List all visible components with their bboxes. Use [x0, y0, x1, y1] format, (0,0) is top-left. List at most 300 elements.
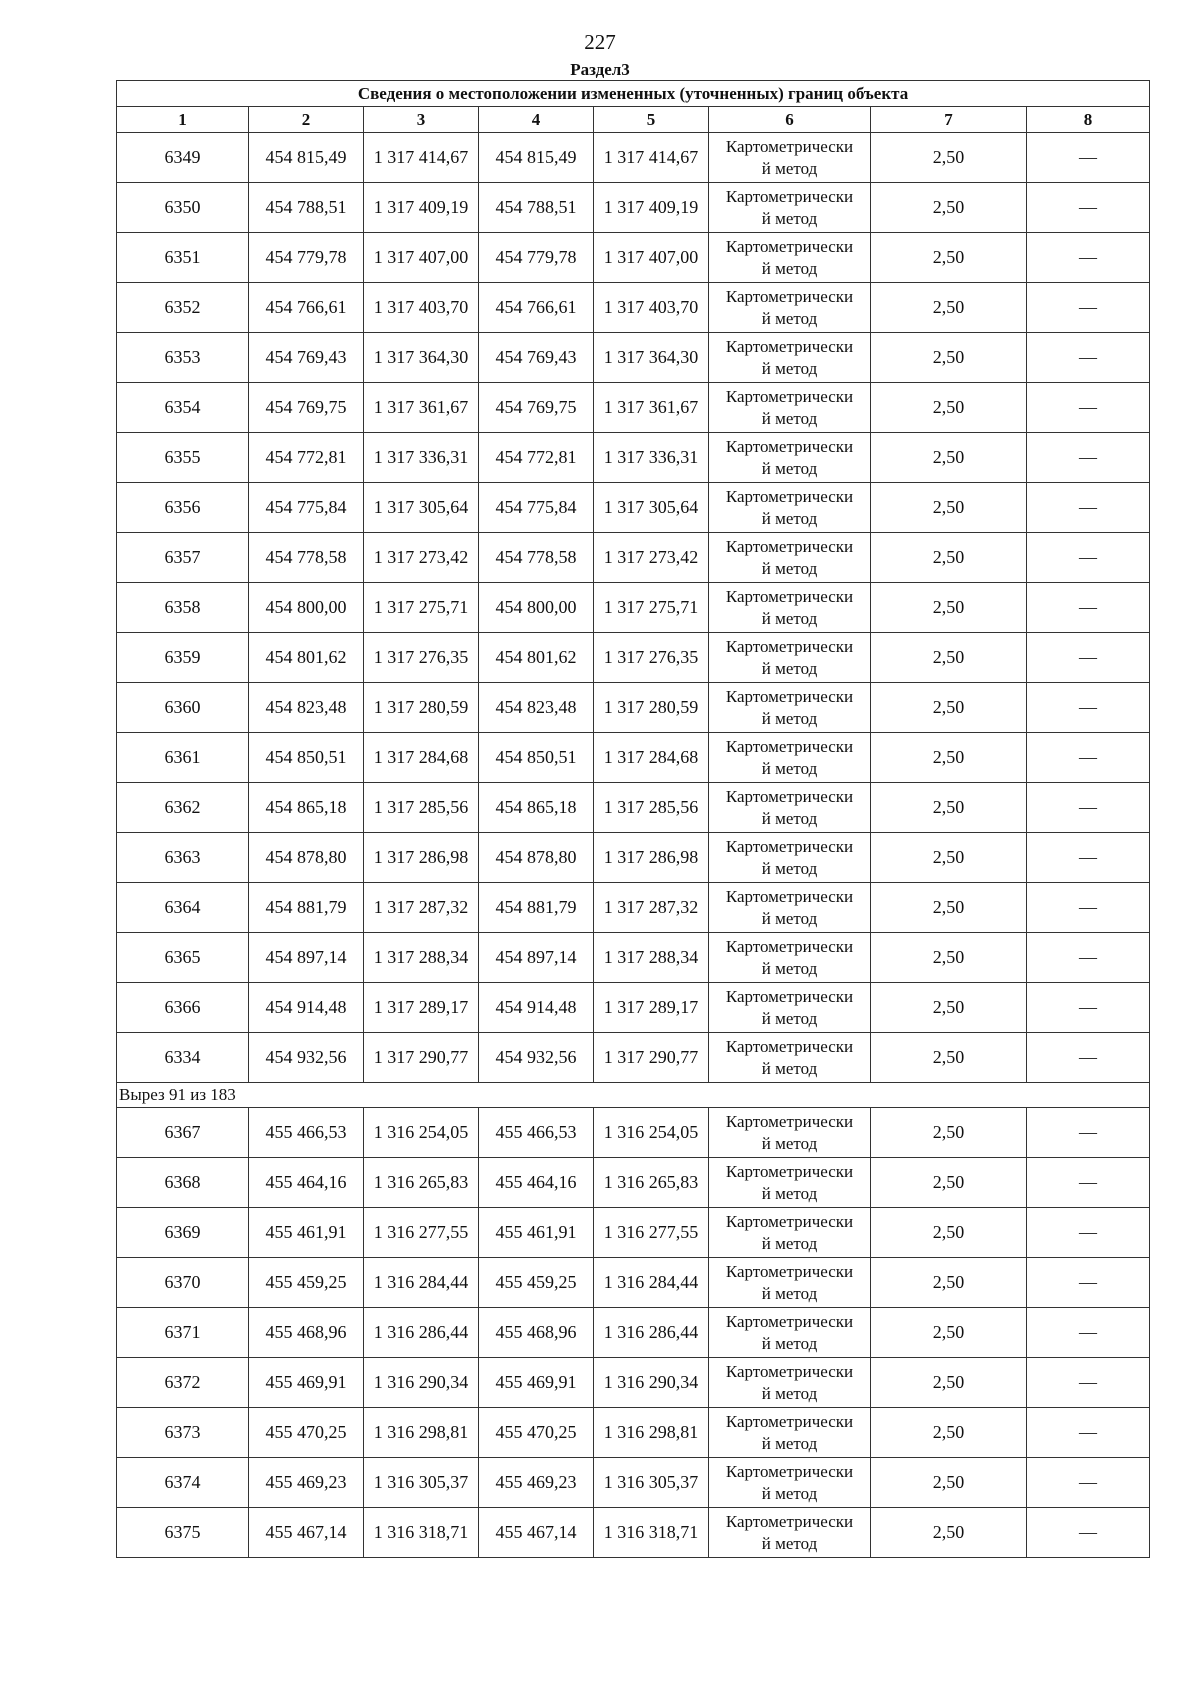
point-number-cell: 6372 [117, 1358, 249, 1408]
method-cell [709, 983, 871, 1033]
y-coordinate-cell: 1 316 284,44 [594, 1258, 709, 1308]
y-coordinate-cell: 1 317 287,32 [364, 883, 479, 933]
cutout-label: Вырез 91 из 183 [117, 1083, 1150, 1108]
method-text-line: й метод [761, 708, 818, 728]
accuracy-cell: 2,50 [871, 1208, 1027, 1258]
accuracy-cell: 2,50 [871, 933, 1027, 983]
method-text-line: й метод [761, 258, 818, 278]
x-coordinate-cell: 455 466,53 [479, 1108, 594, 1158]
table-row [117, 1508, 1150, 1558]
method-cell [709, 583, 871, 633]
point-number-cell: 6371 [117, 1308, 249, 1358]
x-coordinate-cell: 454 775,84 [479, 483, 594, 533]
method-text-line: й метод [761, 1058, 818, 1078]
column-8-cell: — [1027, 1458, 1150, 1508]
y-coordinate-cell: 1 316 305,37 [364, 1458, 479, 1508]
method-text-line: Картометрически [725, 436, 854, 456]
point-number-cell: 6369 [117, 1208, 249, 1258]
x-coordinate-cell: 454 788,51 [249, 183, 364, 233]
method-text-line: й метод [761, 1233, 818, 1253]
method-cell [709, 1158, 871, 1208]
method-text-line: й метод [761, 558, 818, 578]
method-text-line: й метод [761, 408, 818, 428]
point-number-cell: 6353 [117, 333, 249, 383]
column-8-cell: — [1027, 1258, 1150, 1308]
table-row [117, 583, 1150, 633]
accuracy-cell: 2,50 [871, 1108, 1027, 1158]
x-coordinate-cell: 454 800,00 [479, 583, 594, 633]
y-coordinate-cell: 1 316 277,55 [594, 1208, 709, 1258]
column-8-cell: — [1027, 583, 1150, 633]
column-number-header: 5 [594, 107, 709, 133]
method-text-line: Картометрически [725, 936, 854, 956]
y-coordinate-cell: 1 317 305,64 [364, 483, 479, 533]
method-text-line: й метод [761, 358, 818, 378]
point-number-cell: 6361 [117, 733, 249, 783]
method-text-line: й метод [761, 1133, 818, 1153]
x-coordinate-cell: 454 769,43 [249, 333, 364, 383]
point-number-cell: 6366 [117, 983, 249, 1033]
method-text-line: й метод [761, 458, 818, 478]
column-8-cell: — [1027, 533, 1150, 583]
method-text-line: Картометрически [725, 1411, 854, 1431]
method-text-line: Картометрически [725, 586, 854, 606]
x-coordinate-cell: 454 932,56 [479, 1033, 594, 1083]
table-row [117, 1358, 1150, 1408]
column-8-cell: — [1027, 433, 1150, 483]
method-text-line: й метод [761, 158, 818, 178]
x-coordinate-cell: 454 881,79 [249, 883, 364, 933]
column-8-cell: — [1027, 1158, 1150, 1208]
method-cell [709, 1033, 871, 1083]
y-coordinate-cell: 1 317 286,98 [364, 833, 479, 883]
x-coordinate-cell: 454 815,49 [249, 133, 364, 183]
point-number-cell: 6351 [117, 233, 249, 283]
method-cell [709, 1408, 871, 1458]
accuracy-cell: 2,50 [871, 683, 1027, 733]
column-8-cell: — [1027, 733, 1150, 783]
column-number-header: 1 [117, 107, 249, 133]
x-coordinate-cell: 454 878,80 [479, 833, 594, 883]
table-row [117, 383, 1150, 433]
x-coordinate-cell: 454 815,49 [479, 133, 594, 183]
x-coordinate-cell: 454 775,84 [249, 483, 364, 533]
accuracy-cell: 2,50 [871, 1408, 1027, 1458]
x-coordinate-cell: 455 469,91 [479, 1358, 594, 1408]
point-number-cell: 6365 [117, 933, 249, 983]
method-cell [709, 183, 871, 233]
table-row [117, 833, 1150, 883]
x-coordinate-cell: 454 766,61 [249, 283, 364, 333]
y-coordinate-cell: 1 317 273,42 [594, 533, 709, 583]
point-number-cell: 6368 [117, 1158, 249, 1208]
table-row [117, 533, 1150, 583]
point-number-cell: 6359 [117, 633, 249, 683]
accuracy-cell: 2,50 [871, 1358, 1027, 1408]
x-coordinate-cell: 455 466,53 [249, 1108, 364, 1158]
x-coordinate-cell: 454 778,58 [249, 533, 364, 583]
y-coordinate-cell: 1 316 265,83 [364, 1158, 479, 1208]
y-coordinate-cell: 1 317 287,32 [594, 883, 709, 933]
point-number-cell: 6375 [117, 1508, 249, 1558]
method-text-line: Картометрически [725, 1261, 854, 1281]
page-number: 227 [584, 30, 616, 54]
table-row [117, 233, 1150, 283]
x-coordinate-cell: 455 470,25 [479, 1408, 594, 1458]
method-text-line: й метод [761, 1433, 818, 1453]
point-number-cell: 6334 [117, 1033, 249, 1083]
x-coordinate-cell: 455 468,96 [479, 1308, 594, 1358]
column-8-cell: — [1027, 783, 1150, 833]
y-coordinate-cell: 1 317 290,77 [594, 1033, 709, 1083]
x-coordinate-cell: 454 932,56 [249, 1033, 364, 1083]
table-row [117, 1158, 1150, 1208]
column-number-header: 4 [479, 107, 594, 133]
x-coordinate-cell: 455 464,16 [249, 1158, 364, 1208]
accuracy-cell: 2,50 [871, 583, 1027, 633]
x-coordinate-cell: 454 778,58 [479, 533, 594, 583]
x-coordinate-cell: 455 461,91 [479, 1208, 594, 1258]
x-coordinate-cell: 455 467,14 [479, 1508, 594, 1558]
boundary-coordinates-table [116, 80, 1150, 1558]
column-8-cell: — [1027, 683, 1150, 733]
x-coordinate-cell: 454 769,75 [249, 383, 364, 433]
method-text-line: Картометрически [725, 836, 854, 856]
method-cell [709, 933, 871, 983]
x-coordinate-cell: 455 467,14 [249, 1508, 364, 1558]
method-text-line: Картометрически [725, 786, 854, 806]
method-text-line: Картометрически [725, 1461, 854, 1481]
table-row [117, 1408, 1150, 1458]
accuracy-cell: 2,50 [871, 333, 1027, 383]
x-coordinate-cell: 455 469,23 [249, 1458, 364, 1508]
point-number-cell: 6355 [117, 433, 249, 483]
accuracy-cell: 2,50 [871, 733, 1027, 783]
y-coordinate-cell: 1 317 361,67 [364, 383, 479, 433]
point-number-cell: 6362 [117, 783, 249, 833]
x-coordinate-cell: 454 914,48 [479, 983, 594, 1033]
table-row [117, 433, 1150, 483]
table-row [117, 283, 1150, 333]
y-coordinate-cell: 1 317 280,59 [594, 683, 709, 733]
accuracy-cell: 2,50 [871, 833, 1027, 883]
method-cell [709, 333, 871, 383]
point-number-cell: 6350 [117, 183, 249, 233]
method-text-line: Картометрически [725, 236, 854, 256]
point-number-cell: 6357 [117, 533, 249, 583]
accuracy-cell: 2,50 [871, 633, 1027, 683]
table-row [117, 1208, 1150, 1258]
method-cell [709, 1308, 871, 1358]
method-text-line: й метод [761, 608, 818, 628]
table-row [117, 1258, 1150, 1308]
column-number-header: 2 [249, 107, 364, 133]
column-8-cell: — [1027, 983, 1150, 1033]
point-number-cell: 6352 [117, 283, 249, 333]
method-text-line: Картометрически [725, 136, 854, 156]
y-coordinate-cell: 1 317 289,17 [364, 983, 479, 1033]
y-coordinate-cell: 1 316 265,83 [594, 1158, 709, 1208]
y-coordinate-cell: 1 317 288,34 [594, 933, 709, 983]
accuracy-cell: 2,50 [871, 983, 1027, 1033]
method-text-line: Картометрически [725, 1511, 854, 1531]
x-coordinate-cell: 455 459,25 [249, 1258, 364, 1308]
y-coordinate-cell: 1 316 290,34 [594, 1358, 709, 1408]
method-cell [709, 433, 871, 483]
method-text-line: Картометрически [725, 686, 854, 706]
x-coordinate-cell: 454 850,51 [249, 733, 364, 783]
method-text-line: й метод [761, 1533, 818, 1553]
point-number-cell: 6363 [117, 833, 249, 883]
method-cell [709, 283, 871, 333]
table-row [117, 633, 1150, 683]
method-cell [709, 1258, 871, 1308]
method-text-line: й метод [761, 758, 818, 778]
x-coordinate-cell: 455 468,96 [249, 1308, 364, 1358]
accuracy-cell: 2,50 [871, 433, 1027, 483]
x-coordinate-cell: 454 865,18 [249, 783, 364, 833]
point-number-cell: 6360 [117, 683, 249, 733]
method-text-line: й метод [761, 908, 818, 928]
x-coordinate-cell: 454 800,00 [249, 583, 364, 633]
y-coordinate-cell: 1 316 298,81 [364, 1408, 479, 1458]
x-coordinate-cell: 454 772,81 [479, 433, 594, 483]
point-number-cell: 6373 [117, 1408, 249, 1458]
y-coordinate-cell: 1 316 286,44 [594, 1308, 709, 1358]
accuracy-cell: 2,50 [871, 533, 1027, 583]
table-row [117, 683, 1150, 733]
y-coordinate-cell: 1 316 290,34 [364, 1358, 479, 1408]
point-number-cell: 6358 [117, 583, 249, 633]
table-row [117, 1308, 1150, 1358]
y-coordinate-cell: 1 317 280,59 [364, 683, 479, 733]
accuracy-cell: 2,50 [871, 783, 1027, 833]
column-number-header: 6 [709, 107, 871, 133]
method-cell [709, 233, 871, 283]
method-text-line: Картометрически [725, 186, 854, 206]
x-coordinate-cell: 455 469,91 [249, 1358, 364, 1408]
method-text-line: Картометрически [725, 1211, 854, 1231]
method-text-line: Картометрически [725, 386, 854, 406]
accuracy-cell: 2,50 [871, 1258, 1027, 1308]
accuracy-cell: 2,50 [871, 383, 1027, 433]
y-coordinate-cell: 1 317 290,77 [364, 1033, 479, 1083]
accuracy-cell: 2,50 [871, 283, 1027, 333]
method-text-line: Картометрически [725, 886, 854, 906]
column-number-header: 8 [1027, 107, 1150, 133]
method-text-line: й метод [761, 1183, 818, 1203]
y-coordinate-cell: 1 316 254,05 [364, 1108, 479, 1158]
y-coordinate-cell: 1 317 289,17 [594, 983, 709, 1033]
y-coordinate-cell: 1 316 284,44 [364, 1258, 479, 1308]
method-cell [709, 783, 871, 833]
y-coordinate-cell: 1 317 403,70 [594, 283, 709, 333]
table-block-2 [117, 1108, 1150, 1558]
method-text-line: Картометрически [725, 486, 854, 506]
point-number-cell: 6367 [117, 1108, 249, 1158]
x-coordinate-cell: 454 769,75 [479, 383, 594, 433]
method-text-line: й метод [761, 1283, 818, 1303]
method-cell [709, 1458, 871, 1508]
table-row [117, 733, 1150, 783]
table-row [117, 183, 1150, 233]
table-row [117, 783, 1150, 833]
column-8-cell: — [1027, 1358, 1150, 1408]
point-number-cell: 6349 [117, 133, 249, 183]
x-coordinate-cell: 455 470,25 [249, 1408, 364, 1458]
y-coordinate-cell: 1 317 285,56 [594, 783, 709, 833]
x-coordinate-cell: 454 850,51 [479, 733, 594, 783]
x-coordinate-cell: 454 779,78 [479, 233, 594, 283]
y-coordinate-cell: 1 316 318,71 [364, 1508, 479, 1558]
column-8-cell: — [1027, 633, 1150, 683]
column-number-header: 7 [871, 107, 1027, 133]
section-title: Раздел3 [570, 60, 630, 79]
x-coordinate-cell: 454 766,61 [479, 283, 594, 333]
method-cell [709, 1108, 871, 1158]
y-coordinate-cell: 1 317 336,31 [594, 433, 709, 483]
column-8-cell: — [1027, 1508, 1150, 1558]
method-text-line: Картометрически [725, 1111, 854, 1131]
x-coordinate-cell: 454 865,18 [479, 783, 594, 833]
method-cell [709, 733, 871, 783]
table-block-1 [117, 133, 1150, 1083]
accuracy-cell: 2,50 [871, 233, 1027, 283]
accuracy-cell: 2,50 [871, 183, 1027, 233]
y-coordinate-cell: 1 317 414,67 [364, 133, 479, 183]
table-caption: Сведения о местоположении измененных (уточненных) границ объекта [117, 81, 1150, 107]
method-cell [709, 1208, 871, 1258]
method-text-line: Картометрически [725, 1161, 854, 1181]
method-text-line: Картометрически [725, 636, 854, 656]
accuracy-cell: 2,50 [871, 1308, 1027, 1358]
x-coordinate-cell: 455 461,91 [249, 1208, 364, 1258]
method-text-line: Картометрически [725, 986, 854, 1006]
method-text-line: й метод [761, 1483, 818, 1503]
column-8-cell: — [1027, 283, 1150, 333]
column-number-header: 3 [364, 107, 479, 133]
y-coordinate-cell: 1 316 318,71 [594, 1508, 709, 1558]
x-coordinate-cell: 454 878,80 [249, 833, 364, 883]
y-coordinate-cell: 1 317 409,19 [594, 183, 709, 233]
column-8-cell: — [1027, 183, 1150, 233]
x-coordinate-cell: 454 769,43 [479, 333, 594, 383]
method-text-line: Картометрически [725, 1361, 854, 1381]
x-coordinate-cell: 454 897,14 [479, 933, 594, 983]
method-text-line: й метод [761, 958, 818, 978]
table-row [117, 1033, 1150, 1083]
y-coordinate-cell: 1 317 275,71 [364, 583, 479, 633]
y-coordinate-cell: 1 317 403,70 [364, 283, 479, 333]
method-text-line: й метод [761, 308, 818, 328]
table-row [117, 1458, 1150, 1508]
x-coordinate-cell: 454 914,48 [249, 983, 364, 1033]
column-8-cell: — [1027, 133, 1150, 183]
method-cell [709, 133, 871, 183]
x-coordinate-cell: 455 464,16 [479, 1158, 594, 1208]
x-coordinate-cell: 454 801,62 [479, 633, 594, 683]
y-coordinate-cell: 1 317 407,00 [594, 233, 709, 283]
y-coordinate-cell: 1 316 254,05 [594, 1108, 709, 1158]
column-8-cell: — [1027, 483, 1150, 533]
accuracy-cell: 2,50 [871, 1508, 1027, 1558]
y-coordinate-cell: 1 317 407,00 [364, 233, 479, 283]
column-8-cell: — [1027, 1308, 1150, 1358]
method-text-line: Картометрически [725, 1311, 854, 1331]
accuracy-cell: 2,50 [871, 1158, 1027, 1208]
y-coordinate-cell: 1 317 275,71 [594, 583, 709, 633]
method-text-line: й метод [761, 1008, 818, 1028]
table-row [117, 1108, 1150, 1158]
method-text-line: Картометрически [725, 536, 854, 556]
accuracy-cell: 2,50 [871, 1458, 1027, 1508]
method-cell [709, 533, 871, 583]
column-8-cell: — [1027, 1408, 1150, 1458]
table-row [117, 483, 1150, 533]
method-cell [709, 633, 871, 683]
method-text-line: й метод [761, 1383, 818, 1403]
y-coordinate-cell: 1 317 364,30 [594, 333, 709, 383]
x-coordinate-cell: 454 881,79 [479, 883, 594, 933]
y-coordinate-cell: 1 317 414,67 [594, 133, 709, 183]
method-text-line: Картометрически [725, 736, 854, 756]
table-row [117, 983, 1150, 1033]
column-8-cell: — [1027, 383, 1150, 433]
table-row [117, 133, 1150, 183]
method-text-line: й метод [761, 858, 818, 878]
x-coordinate-cell: 454 823,48 [479, 683, 594, 733]
column-number-row [117, 107, 1150, 133]
table-row [117, 933, 1150, 983]
method-text-line: й метод [761, 1333, 818, 1353]
method-text-line: Картометрически [725, 1036, 854, 1056]
method-cell [709, 1508, 871, 1558]
x-coordinate-cell: 454 788,51 [479, 183, 594, 233]
y-coordinate-cell: 1 317 276,35 [364, 633, 479, 683]
x-coordinate-cell: 454 823,48 [249, 683, 364, 733]
accuracy-cell: 2,50 [871, 483, 1027, 533]
x-coordinate-cell: 454 772,81 [249, 433, 364, 483]
y-coordinate-cell: 1 317 276,35 [594, 633, 709, 683]
y-coordinate-cell: 1 316 305,37 [594, 1458, 709, 1508]
y-coordinate-cell: 1 317 409,19 [364, 183, 479, 233]
y-coordinate-cell: 1 317 336,31 [364, 433, 479, 483]
y-coordinate-cell: 1 316 298,81 [594, 1408, 709, 1458]
column-8-cell: — [1027, 333, 1150, 383]
method-cell [709, 483, 871, 533]
accuracy-cell: 2,50 [871, 883, 1027, 933]
point-number-cell: 6364 [117, 883, 249, 933]
method-cell [709, 883, 871, 933]
y-coordinate-cell: 1 317 361,67 [594, 383, 709, 433]
x-coordinate-cell: 454 897,14 [249, 933, 364, 983]
method-text-line: й метод [761, 808, 818, 828]
column-8-cell: — [1027, 233, 1150, 283]
method-text-line: й метод [761, 208, 818, 228]
x-coordinate-cell: 455 459,25 [479, 1258, 594, 1308]
method-text-line: й метод [761, 658, 818, 678]
y-coordinate-cell: 1 317 286,98 [594, 833, 709, 883]
y-coordinate-cell: 1 316 277,55 [364, 1208, 479, 1258]
y-coordinate-cell: 1 317 273,42 [364, 533, 479, 583]
x-coordinate-cell: 454 779,78 [249, 233, 364, 283]
y-coordinate-cell: 1 317 284,68 [594, 733, 709, 783]
y-coordinate-cell: 1 317 284,68 [364, 733, 479, 783]
y-coordinate-cell: 1 317 288,34 [364, 933, 479, 983]
column-8-cell: — [1027, 1108, 1150, 1158]
column-8-cell: — [1027, 1033, 1150, 1083]
method-cell [709, 1358, 871, 1408]
